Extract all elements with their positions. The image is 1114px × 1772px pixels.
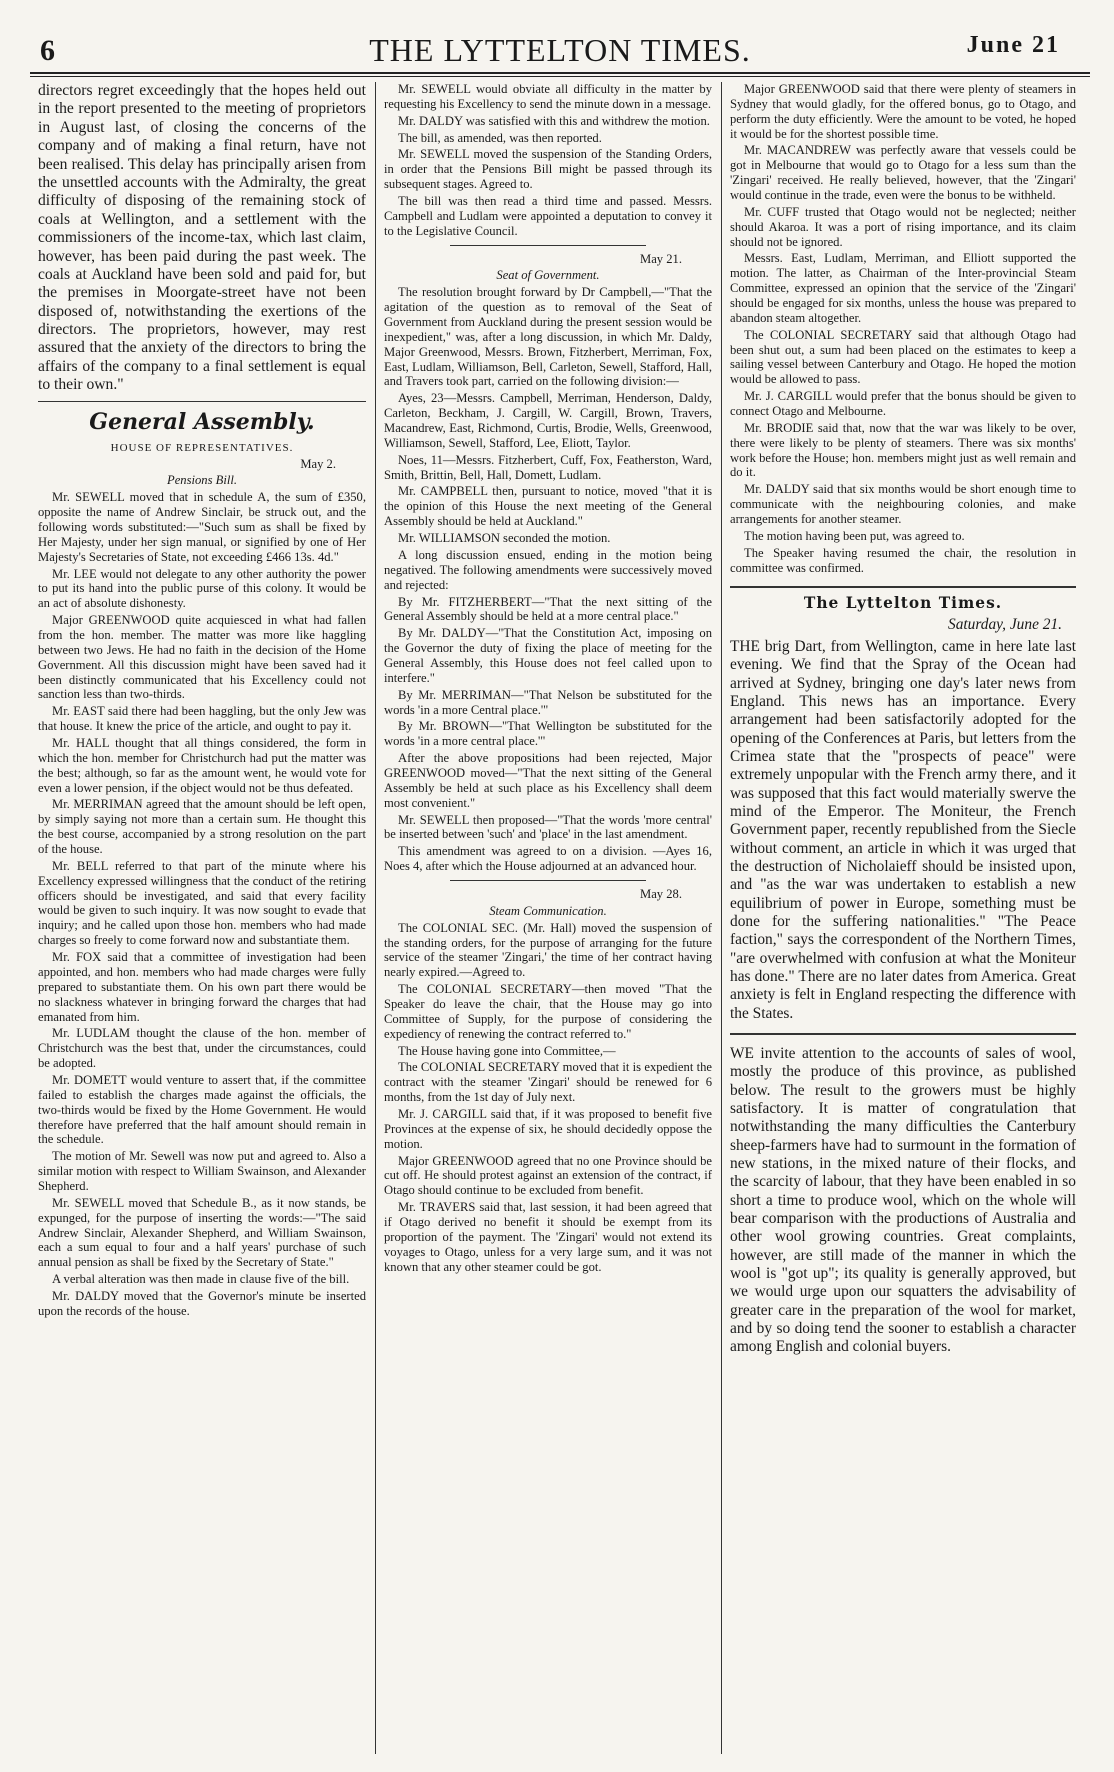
paragraph: The resolution brought forward by Dr Campbell,—"That the agitation of the question as to removal of the Seat of Government from Auckland during the present session would be inexpedient," was, after a long discussion, in which Mr. Daldy, Major Greenwood, Messrs. Brown, Fitzherbert, Merriman, Fox, East, Ludlam, Williamson, Bell, Carleton, Sewell, Stafford, Hall, and Travers took part, carried on the following division:— bbox=[384, 285, 712, 389]
column-divider bbox=[375, 82, 376, 1754]
paragraph: Mr. DALDY was satisfied with this and withdrew the motion. bbox=[398, 113, 710, 128]
paragraph: Mr. BELL referred to that part of the minute where his Excellency expressed willingness that the conduct of the retiring officers should be investigated, and said that every facility would be given to such inquiry. It was now sought to evade that inquiry; and he called upon those hon. members who had made charges so freely to come forward now and substantiate them. bbox=[38, 858, 366, 948]
paragraph: This amendment was agreed to on a division. —Ayes 16, Noes 4, after which the House adjourned at an advanced hour. bbox=[384, 844, 712, 874]
paragraph: Mr. SEWELL then proposed—"That the words 'more central' be inserted between 'such' and 'place' in the last amendment. bbox=[384, 812, 712, 842]
paragraph: By Mr. BROWN—"That Wellington be substituted for the words 'in a more central place.'" bbox=[384, 719, 712, 749]
paragraph: The motion of Mr. Sewell was now put and agreed to. Also a similar motion with respect to William Swainson, and Alexander Shepherd. bbox=[38, 1149, 366, 1193]
column-divider bbox=[721, 82, 722, 1754]
paragraph: Mr. SEWELL moved that in schedule A, the sum of £350, opposite the name of Andrew Sinclair, be struck out, and the following words substituted:—"Such sum as shall be fixed by Her Majesty, under her sign manual, or signified by one of Her Majesty's Secretaries of State, not exceeding £466 13s. 4d." bbox=[38, 490, 366, 564]
dateline: May 28. bbox=[640, 886, 682, 901]
masthead-rule bbox=[30, 72, 1090, 74]
masthead-rule-thin bbox=[30, 76, 1090, 77]
paragraph: Major GREENWOOD agreed that no one Province should be cut off. He should protest against an extension of the contract, if Otago should continue to be excluded from benefit. bbox=[384, 1153, 712, 1198]
paragraph: Mr. WILLIAMSON seconded the motion. bbox=[398, 531, 611, 546]
paragraph: The COLONIAL SECRETARY—then moved "That the Speaker do leave the chair, that the House may go into Committee of Supply, for the purpose of considering the expediency of renewing the contract referred to." bbox=[384, 982, 712, 1041]
paragraph: After the above propositions had been rejected, Major GREENWOOD moved—"That the next sitting of the General Assembly be held at such place as his Excellency shall deem most convenient." bbox=[384, 751, 712, 810]
paragraph: Mr. EAST said there had been haggling, but the only Jew was that house. It knew the price of the article, and ought to pay it. bbox=[38, 704, 366, 734]
paragraph: Mr. FOX said that a committee of investigation had been appointed, and hon. members who had made charges were fully prepared to substantiate them. On his own part there would be no slackness whatever in bringing forward the charges that had emanated from him. bbox=[38, 950, 366, 1024]
paragraph: Mr. MERRIMAN agreed that the amount should be left open, by simply saying not more than a certain sum. He thought this the best course, accompanied by a strong resolution on the part of the house. bbox=[38, 797, 366, 857]
paragraph: A long discussion ensued, ending in the motion being negatived. The following amendments were successively moved and rejected: bbox=[384, 547, 712, 592]
paragraph: The bill, as amended, was then reported. bbox=[398, 130, 602, 145]
dateline: May 2. bbox=[300, 456, 336, 471]
dateline: May 21. bbox=[640, 251, 682, 266]
column-3 bbox=[730, 82, 1076, 1752]
editorial-section bbox=[730, 594, 1076, 1357]
section-rule bbox=[450, 245, 647, 246]
paragraph: The Speaker having resumed the chair, the resolution in committee was confirmed. bbox=[730, 545, 1076, 575]
paragraph: The bill was then read a third time and passed. Messrs. Campbell and Ludlam were appointed a deputation to convey it to the Legislative Council. bbox=[384, 194, 712, 238]
page-number: 6 bbox=[40, 34, 55, 67]
paragraph: The motion having been put, was agreed to. bbox=[744, 528, 965, 543]
column-1 bbox=[38, 82, 366, 1752]
paragraph: The COLONIAL SECRETARY said that although Otago had been shut out, a sum had been placed on the estimates to keep a sailing vessel between Canterbury and Otago. He hoped the motion would be allowed to pass. bbox=[730, 327, 1076, 387]
subheading: Seat of Government. bbox=[496, 268, 600, 283]
section-rule bbox=[730, 586, 1076, 588]
paragraph: By Mr. DALDY—"That the Constitution Act, imposing on the Governor the duty of fixing the place of meeting for the General Assembly, this House does not feel called upon to interfere." bbox=[384, 626, 712, 685]
paragraph-list bbox=[38, 490, 366, 1318]
editorial-paragraph: WE invite attention to the accounts of sales of wool, mostly the produce of this province, as published below. The result to the growers must be highly satisfactory. It is matter of congratulation that notwithstanding the many difficulties the Canterbury sheep-farmers have had to surmount in the formation of new stations, in the mixed nature of their flocks, and the scarcity of labour, that they have been enabled in so short a time to produce wool, which on the whole will bear comparison with the productions of Australia and other wool growing countries. Great complaints, however, are still made of the manner in which the wool is "got up"; its quality is generally approved, but we would urge upon our squatters the advisability of greater care in the preparation of the wool for market, and by so doing tend the sooner to establish a character among English and colonial buyers. bbox=[730, 1045, 1076, 1356]
editorial-dateline: Saturday, June 21. bbox=[948, 615, 1062, 633]
paragraph: Messrs. East, Ludlam, Merriman, and Elliott supported the motion. The latter, as Chairman of the Inter-provincial Steam Committee, expressed an opinion that the service of the 'Zingari' should be engaged for six months, unless the house was prepared to abandon steam altogether. bbox=[730, 251, 1076, 325]
paragraph: Mr. LUDLAM thought the clause of the hon. member of Christchurch was the best that, under the circumstances, could be adopted. bbox=[38, 1026, 366, 1071]
paragraph-list bbox=[730, 82, 1076, 576]
column-2 bbox=[384, 82, 712, 1752]
paragraph-list bbox=[384, 921, 712, 1275]
paragraph: Mr. CAMPBELL then, pursuant to notice, moved "that it is the opinion of this House the next meeting of the General Assembly should be held at Auckland." bbox=[384, 484, 712, 529]
editorial-paragraph: THE brig Dart, from Wellington, came in here late last evening. We find that the Spray of the Ocean had arrived at Sydney, bringing one day's later news from England. This news has an importance. Every arrangement had been satisfactorily adopted for the opening of the Conferences at Paris, but letters from the Crimea state that the "prospects of peace" were extremely unpopular with the French army there, and it was supposed that this fact would materially swerve the mind of the Emperor. The Moniteur, the French Government paper, recently republished from the Siecle without comment, an article in which it was urged that the destruction of Nicholaieff should be insisted upon, and "as the war was undertaken to establish a new equilibrium of power in Europe, something must be done for the suffering nationalities." "The Peace faction," says the correspondent of the Northern Times, "are overwhelmed with confusion at what the Moniteur has done." There are no later dates from America. Great anxiety is felt in England respecting the difference with the States. bbox=[730, 638, 1076, 1022]
paragraph: Mr. SEWELL moved that Schedule B., as it now stands, be expunged, for the purpose of inserting the words:—"The said Andrew Sinclair, Alexander Shepherd, and William Swainson, each a sum equal to four and a half years' purchase of such annual pension as shall be fixed by the Secretary of State." bbox=[38, 1195, 366, 1270]
paragraph: Mr. BRODIE said that, now that the war was likely to be over, there were likely to be plenty of steamers. There was six months' work before the House; hon. members might just as well remain and do it. bbox=[730, 420, 1076, 480]
section-heading: General Assembly. bbox=[89, 408, 315, 435]
article-continuation: directors regret exceedingly that the hopes held out in the report presented to the meeting of proprietors in August last, of closing the concerns of the company and of making a final return, have not been realised. This delay has principally arisen from the unsettled accounts with the Admiralty, the great difficulty of disposing of the remaining stock of coals at Wellington, and a settlement with the commissioners of the income-tax, which last claim, however, has been paid during the past week. The coals at Auckland have been sold and paid for, but the premises in Moorgate-street have not been disposed of, notwithstanding the exertions of the directors. The proprietors, however, may rest assured that the anxiety of the directors to bring the affairs of the company to a final settlement is equal to their own." bbox=[38, 82, 366, 394]
paragraph: Ayes, 23—Messrs. Campbell, Merriman, Henderson, Daldy, Carleton, Beckham, J. Cargill, W. Cargill, Brown, Travers, Macandrew, East, Richmond, Curtis, Brodie, Wells, Greenwood, Williamson, Sewell, Stafford, Lee, Eliott, Taylor. bbox=[384, 391, 712, 450]
paragraph: Noes, 11—Messrs. Fitzherbert, Cuff, Fox, Featherston, Ward, Smith, Brittin, Bell, Hall, Domett, Ludlam. bbox=[384, 452, 712, 482]
newspaper-title: THE LYTTELTON TIMES. bbox=[369, 32, 751, 68]
paragraph: Mr. DALDY moved that the Governor's minute be inserted upon the records of the house. bbox=[38, 1288, 366, 1318]
paragraph: Mr. DALDY said that six months would be short enough time to communicate with the neighbouring colonies, and make arrangements for another steamer. bbox=[730, 482, 1076, 527]
paragraph: Major GREENWOOD quite acquiesced in what had fallen from the hon. member. The matter was more like haggling between two Jews. He had no faith in the decision of the Home Government. All this discussion might have been saved had it been distinctly communicated that his Excellency could not sanction less than two-thirds. bbox=[38, 613, 366, 702]
subheading: Pensions Bill. bbox=[167, 473, 237, 488]
paragraph: Mr. HALL thought that all things considered, the form in which the hon. member for Christchurch had put the matter was the best; although, so far as the amount went, he would vote for even a lower pension, if the object would not be thus defeated. bbox=[38, 736, 366, 795]
paragraph: The House having gone into Committee,— bbox=[398, 1043, 616, 1058]
paragraph: The COLONIAL SEC. (Mr. Hall) moved the suspension of the standing orders, for the purpose of arranging for the future service of the steamer 'Zingari,' the time of her contract having nearly expired.—Agreed to. bbox=[384, 920, 712, 980]
issue-date: June 21 bbox=[966, 32, 1060, 58]
editorial-heading: The Lyttelton Times. bbox=[803, 593, 1003, 612]
subheading: Steam Communication. bbox=[489, 903, 607, 918]
section-rule bbox=[730, 1033, 1076, 1035]
paragraph: Mr. LEE would not delegate to any other authority the power to put its hand into the public purse of this colony. It would be an act of absolute dishonesty. bbox=[38, 566, 366, 611]
paragraph: A verbal alteration was then made in clause five of the bill. bbox=[52, 1272, 350, 1287]
paragraph: Mr. TRAVERS said that, last session, it had been agreed that if Otago derived no benefit it should be exempt from its proportion of the payment. The 'Zingari' would not extend its voyages to Otago, unless for a very large sum, and it was not known that any other steamer could be got. bbox=[384, 1200, 712, 1274]
paragraph: By Mr. FITZHERBERT—"That the next sitting of the General Assembly should be held at a more central place." bbox=[384, 594, 712, 624]
paragraph: Mr. MACANDREW was perfectly aware that vessels could be got in Melbourne that would go to Otago for a less sum than the 'Zingari' received. He really believed, however, that the 'Zingari' would continue in the trade, even were the bonus to be withheld. bbox=[730, 143, 1076, 203]
paragraph-list bbox=[384, 285, 712, 874]
paragraph: Mr. CUFF trusted that Otago would not be neglected; neither should Akaroa. It was a port of rising importance, and its claim should not be ignored. bbox=[730, 204, 1076, 249]
paragraph: Mr. SEWELL moved the suspension of the Standing Orders, in order that the Pensions Bill might be passed through its subsequent stages. Agreed to. bbox=[384, 147, 712, 192]
section-rule bbox=[38, 401, 366, 402]
paragraph: Mr. J. CARGILL would prefer that the bonus should be given to connect Otago and Melbourne. bbox=[730, 389, 1076, 419]
paragraph: Major GREENWOOD said that there were plenty of steamers in Sydney that would gladly, for the offered bonus, go to Otago, and perform the duty efficiently. Were the amount to be voted, he hoped it would be for the shortest possible time. bbox=[730, 82, 1076, 141]
paragraph: Mr. SEWELL would obviate all difficulty in the matter by requesting his Excellency to send the minute down in a message. bbox=[384, 82, 712, 111]
paragraph: Mr. J. CARGILL said that, if it was proposed to benefit five Provinces at the expense of six, he should decidedly oppose the motion. bbox=[384, 1107, 712, 1151]
paragraph: By Mr. MERRIMAN—"That Nelson be substituted for the words 'in a more Central place.'" bbox=[384, 687, 712, 717]
house-label: HOUSE OF REPRESENTATIVES. bbox=[110, 441, 294, 454]
section-rule bbox=[450, 880, 647, 881]
paragraph: Mr. DOMETT would venture to assert that, if the committee failed to establish the charges made against the officials, the two-thirds would be fixed by the Home Government. He would therefore have preferred that the half amount should remain in the schedule. bbox=[38, 1072, 366, 1147]
paragraph: The COLONIAL SECRETARY moved that it is expedient the contract with the steamer 'Zingari' should be renewed for 6 months, from the 1st day of July next. bbox=[384, 1060, 712, 1105]
paragraph-list bbox=[384, 82, 712, 239]
masthead bbox=[30, 28, 1090, 68]
